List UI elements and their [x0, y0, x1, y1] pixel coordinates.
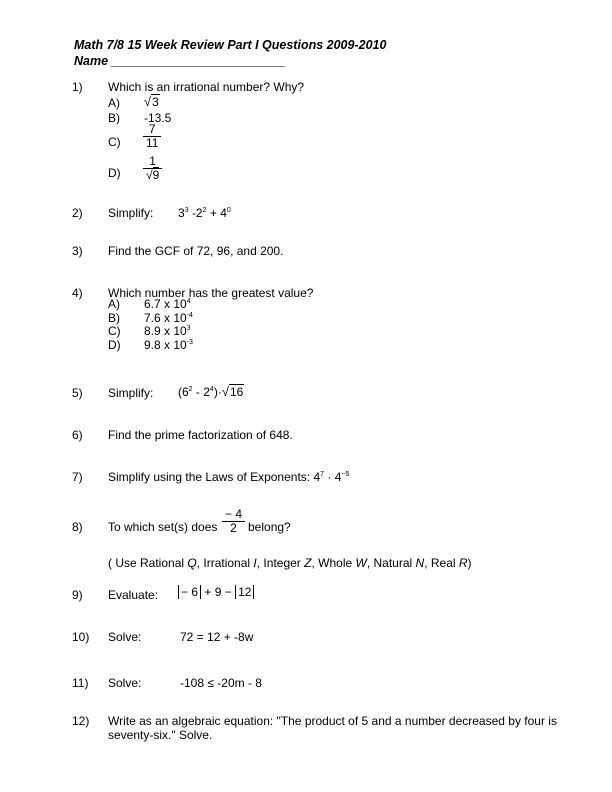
name-line[interactable] — [74, 54, 285, 68]
q11-text: Solve: — [108, 676, 142, 690]
q12-line-1: Write as an algebraic equation: "The product of 5 and a number decreased by four is — [108, 714, 557, 728]
q2-number: 2) — [72, 206, 83, 220]
worksheet-title: Math 7/8 15 Week Review Part I Questions 2009-2010 — [74, 38, 387, 52]
q1-b-label: B) — [108, 111, 120, 125]
q1-a-label: A) — [108, 96, 120, 110]
q9-number: 9) — [72, 588, 83, 602]
q2-expression: $3^3$ $-2^2 + 4^0$ — [178, 206, 231, 220]
q11-number: 11) — [72, 676, 89, 690]
q8-number: 8) — [72, 520, 83, 534]
q1-b-value: -13.5 — [144, 111, 172, 125]
q2-text: Simplify: — [108, 206, 154, 220]
q12-line-2: seventy-six." Solve. — [108, 728, 213, 742]
q10-number: 10) — [72, 630, 90, 644]
q11-inequality: -108 ≤ -20m - 8 — [180, 676, 262, 690]
q9-text: Evaluate: — [108, 588, 159, 602]
q8-text-after: belong? — [248, 520, 291, 534]
q7-number: 7) — [72, 470, 83, 484]
q10-text: Solve: — [108, 630, 142, 644]
q1-c-label: C) — [108, 135, 121, 149]
q1-d-label: D) — [108, 166, 121, 180]
q8-text-before: To which set(s) does — [108, 520, 218, 534]
q4-text: Which number has the greatest value? — [108, 286, 314, 300]
q5-text: Simplify: — [108, 386, 154, 400]
q1-a-value: √3 — [144, 94, 159, 109]
q4-choice: B) 7.6 x $10^{-4}$ — [108, 310, 193, 325]
q4-choice: D) 9.8 x $10^{-3}$ — [108, 337, 193, 352]
q1-number: 1) — [72, 80, 83, 94]
q9-expression: − 6 + 9 − 12 — [178, 585, 254, 599]
q10-equation: 72 = 12 + -8w — [180, 630, 254, 644]
q6-number: 6) — [72, 428, 83, 442]
name-blank: _________________________ — [111, 54, 286, 68]
q3-number: 3) — [72, 244, 83, 258]
q12-number: 12) — [72, 714, 90, 728]
q1-c-fraction: $\frac{7}{11}$ — [143, 123, 161, 150]
q7-text: Simplify using the Laws of Exponents: $4^7 \cdot 4^{-5}$ — [108, 470, 350, 484]
q1-d-fraction: $\frac{1}{√9}$ — [143, 155, 162, 182]
q1-text: Which is an irrational number? Why? — [108, 80, 305, 94]
q4-choices — [108, 298, 193, 352]
q5-expression: $(6^2 - 2^4)\cdot√16$ — [178, 384, 244, 399]
q6-text: Find the prime factorization of 648. — [108, 428, 293, 442]
name-label: Name — [74, 54, 109, 68]
q5-number: 5) — [72, 386, 83, 400]
q8-sets-note: ( Use Rational Q, Irrational I, Integer Z, Whole W, Natural N, Real R) — [108, 556, 472, 570]
q8-fraction: $\frac{- 4}{2}$ — [222, 508, 245, 535]
q3-text: Find the GCF of 72, 96, and 200. — [108, 244, 284, 258]
q4-choice: C) 8.9 x $10^3$ — [108, 324, 191, 338]
q4-number: 4) — [72, 286, 83, 300]
q4-choice: A) 6.7 x $10^4$ — [108, 297, 191, 311]
